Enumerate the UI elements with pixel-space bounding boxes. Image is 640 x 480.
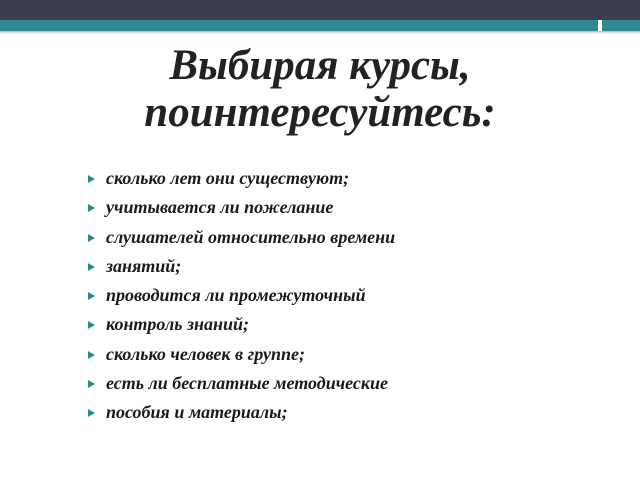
bullet-item — [86, 369, 395, 398]
slide-title-line-2: поинтересуйтесь: — [144, 89, 496, 137]
bullet-item — [86, 398, 395, 427]
bullet-item — [86, 340, 395, 369]
bullet-text: проводится ли промежуточный — [106, 285, 366, 306]
triangle-bullet-icon — [88, 409, 95, 417]
bullet-text: есть ли бесплатные методические — [106, 373, 389, 394]
triangle-bullet-icon — [88, 263, 95, 271]
bullet-text: контроль знаний; — [106, 314, 249, 335]
triangle-bullet-icon — [88, 234, 95, 242]
accent-stripe-left — [0, 20, 598, 31]
top-decor-bar — [0, 0, 640, 20]
bullet-text: сколько лет они существуют; — [106, 168, 350, 188]
header-shadow — [0, 31, 640, 34]
bullet-text: занятий; — [106, 255, 182, 276]
triangle-bullet-icon — [88, 351, 95, 359]
bullet-item — [86, 164, 395, 193]
triangle-bullet-icon — [88, 380, 95, 388]
triangle-bullet-icon — [88, 175, 95, 183]
slide-title-line-1: Выбирая курсы, — [169, 42, 471, 89]
triangle-bullet-icon — [88, 292, 95, 300]
slide-title — [0, 42, 640, 137]
bullet-item — [86, 310, 395, 339]
accent-stripe-right — [602, 20, 640, 31]
triangle-bullet-icon — [88, 204, 95, 212]
bullet-text: учитывается ли пожелание — [106, 197, 334, 218]
bullet-item — [86, 281, 395, 310]
bullet-item — [86, 223, 395, 252]
bullet-item — [86, 252, 395, 281]
triangle-bullet-icon — [88, 321, 95, 329]
bullet-list — [86, 164, 395, 428]
bullet-text: сколько человек в группе; — [106, 343, 305, 364]
bullet-text: пособия и материалы; — [106, 402, 288, 423]
bullet-item — [86, 193, 395, 222]
bullet-text: слушателей относительно времени — [106, 226, 396, 247]
